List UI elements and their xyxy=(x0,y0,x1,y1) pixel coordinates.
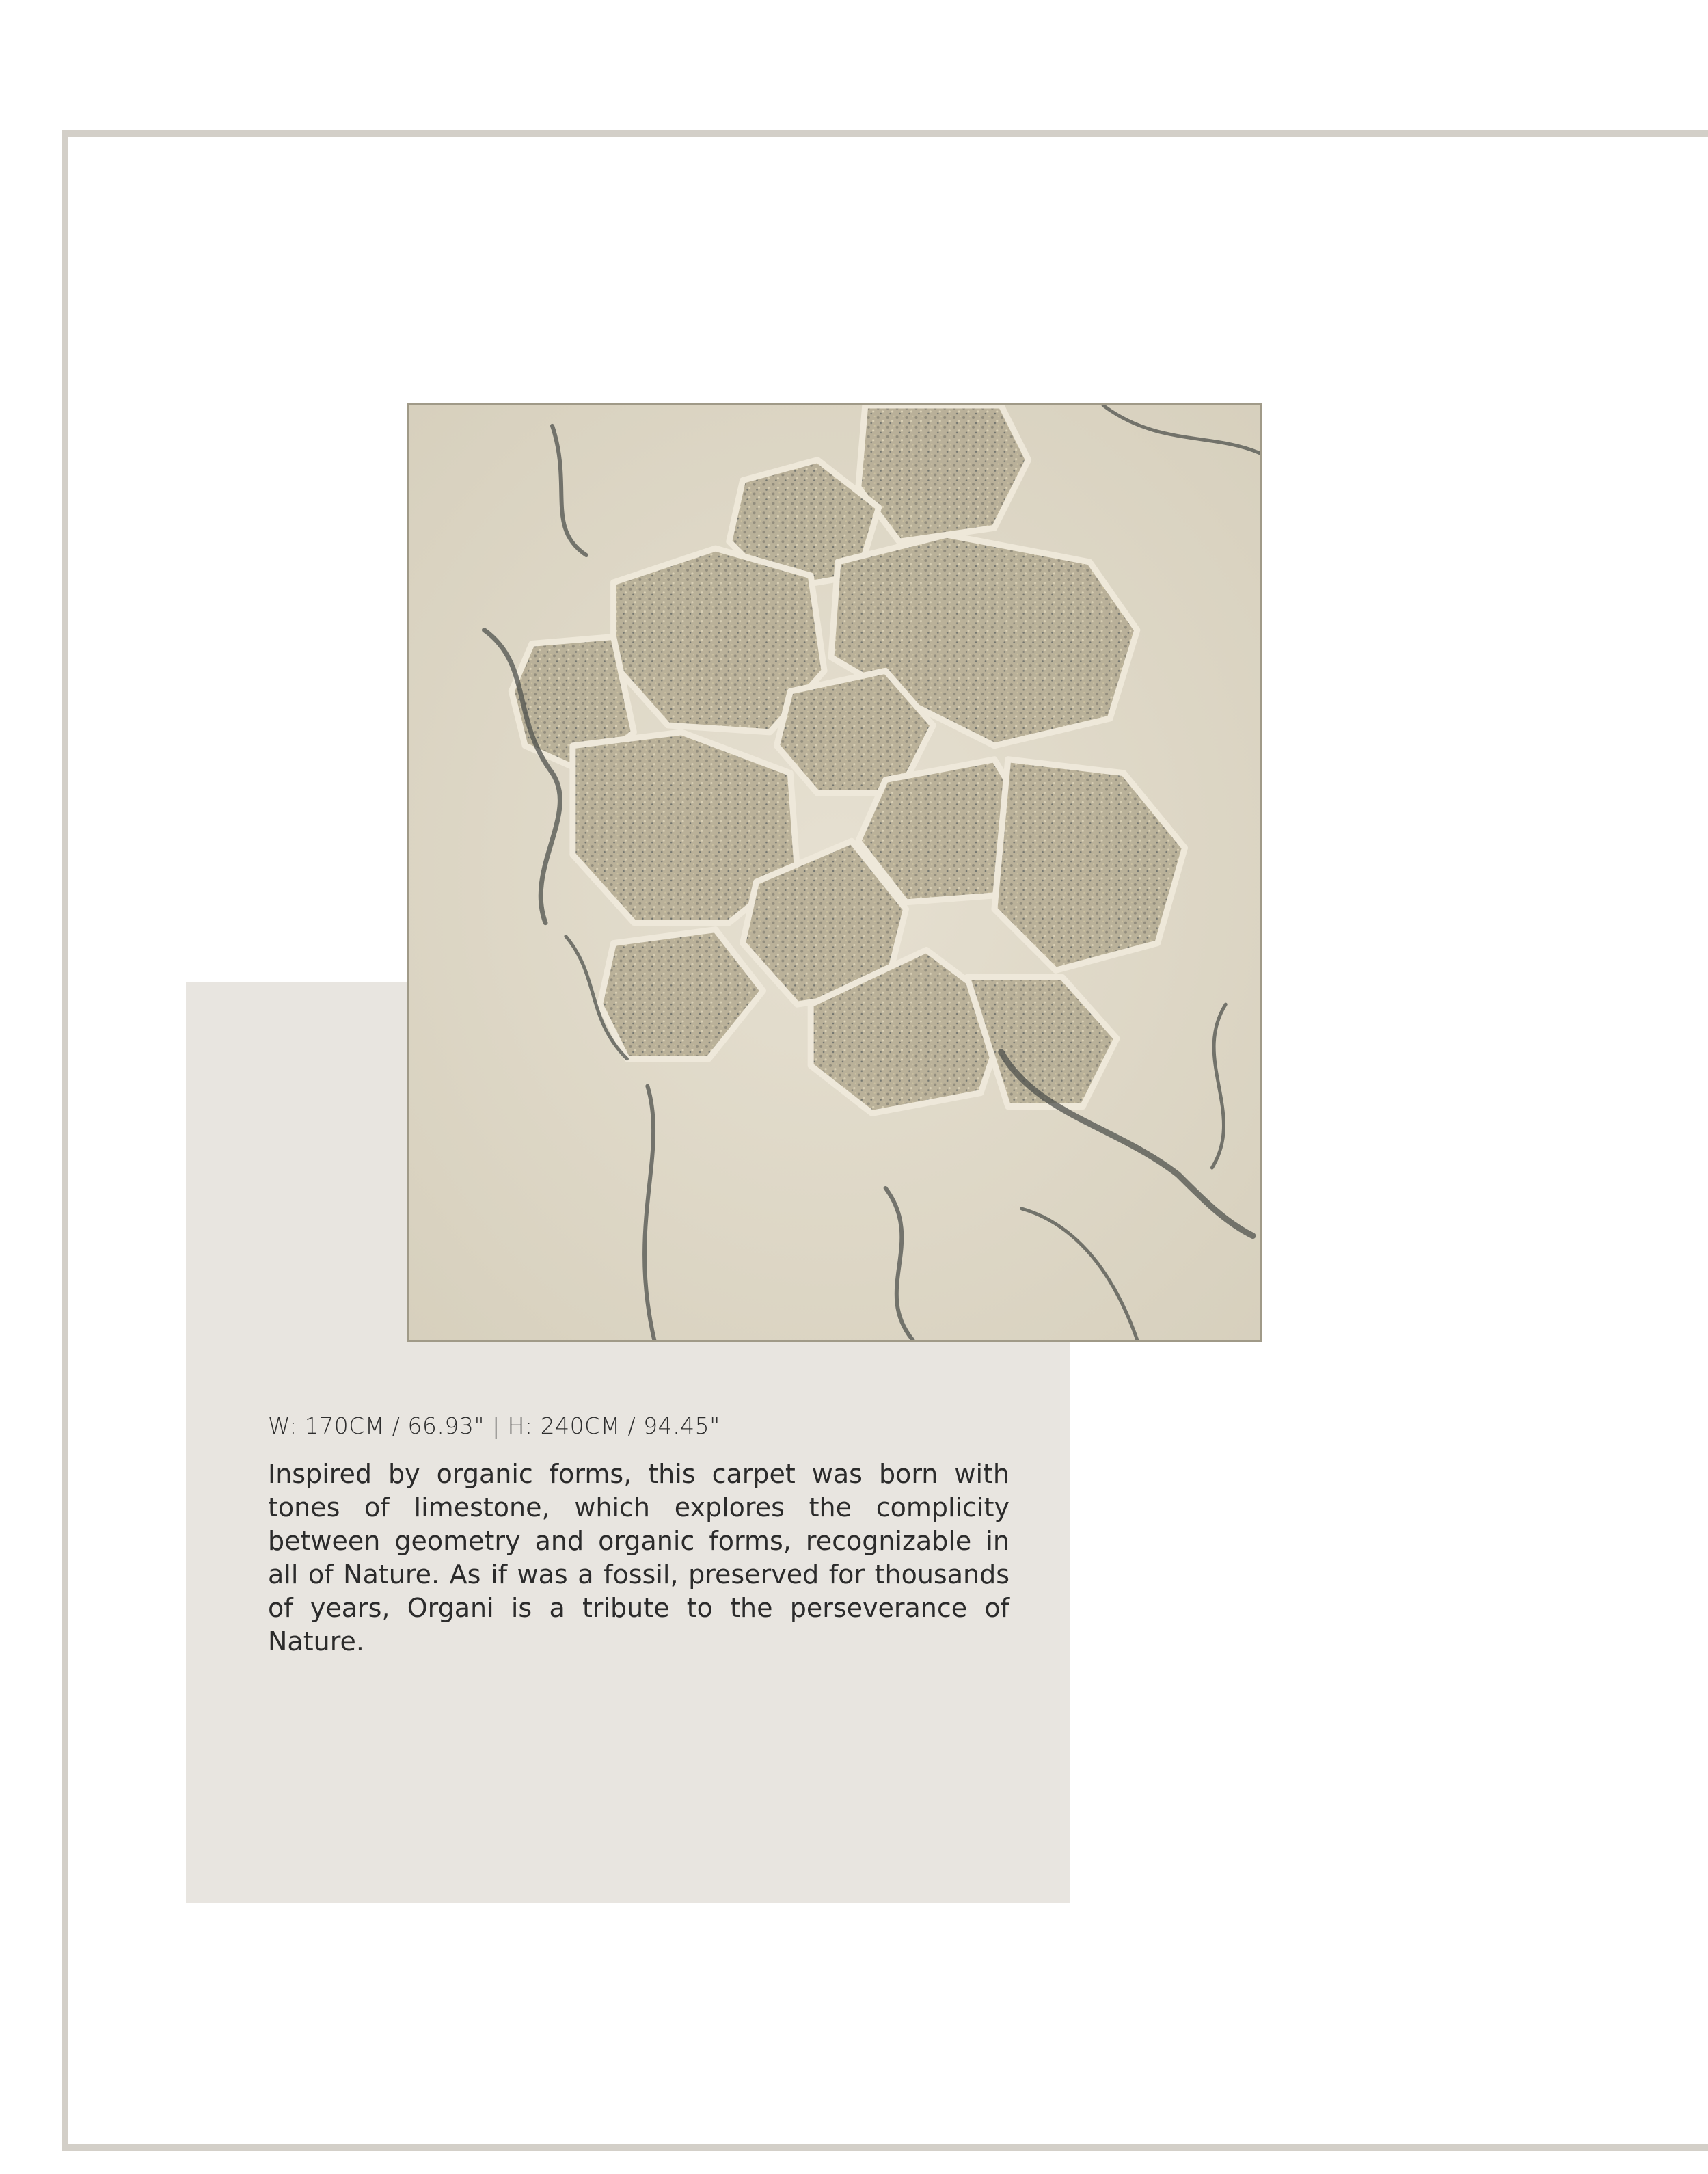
product-description: Inspired by organic forms, this carpet was born with tones of limestone, which explores the complicity between geometry and organic forms, recognizable in all of Nature. As if was a fossil, preserved for thousands of years, Organi is a tribute to the perseverance of Nature. xyxy=(268,1459,1009,1656)
carpet-illustration xyxy=(409,405,1260,1340)
dimensions-text: W: 170CM / 66.93" | H: 240CM / 94.45" xyxy=(268,1412,720,1439)
carpet-image xyxy=(407,403,1262,1342)
